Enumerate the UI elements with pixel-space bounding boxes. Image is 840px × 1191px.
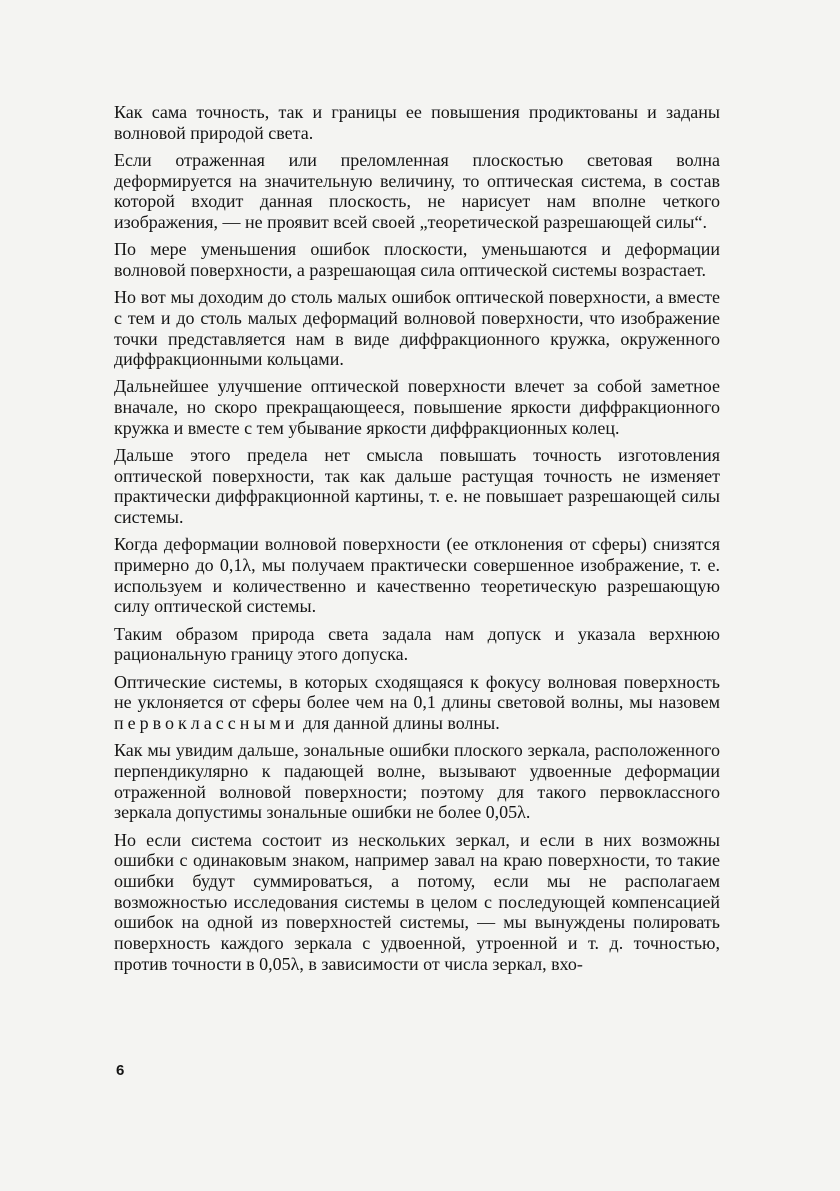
paragraph-1: Как сама точность, так и границы ее повышения продиктованы и заданы волновой природой света. xyxy=(114,102,720,143)
paragraph-9-after: для данной длины волны. xyxy=(298,712,500,733)
paragraph-10: Как мы увидим дальше, зональные ошибки плоского зеркала, расположенного перпендикулярно к падающей волне, вызывают удвоенные деформации отраженной волновой поверхности; поэтому для такого первоклассного зеркала допустимы зональные ошибки не более 0,05λ. xyxy=(114,740,720,823)
paragraph-6: Дальше этого предела нет смысла повышать точность изготовления оптической поверхности, так как дальше растущая точность не изменяет практически диффракционной картины, т. е. не повышает разрешающей силы системы. xyxy=(114,445,720,528)
paragraph-7: Когда деформации волновой поверхности (ее отклонения от сферы) снизятся примерно до 0,1λ, мы получаем практически совершенное изображение, т. е. используем и количественно и качественно теоретическую разрешающую силу оптической системы. xyxy=(114,534,720,617)
page-text xyxy=(114,102,720,981)
paragraph-9 xyxy=(114,672,720,734)
paragraph-5: Дальнейшее улучшение оптической поверхности влечет за собой заметное вначале, но скоро прекращающееся, повышение яркости диффракционного кружка и вместе с тем убывание яркости диффракционных колец. xyxy=(114,376,720,438)
paragraph-9-before: Оптические системы, в которых сходящаяся к фокусу волновая поверхность не уклоняется от сферы более чем на 0,1 длины световой волны, мы назовем xyxy=(114,671,720,713)
paragraph-11: Но если система состоит из нескольких зеркал, и если в них возможны ошибки с одинаковым знаком, например завал на краю поверхности, то такие ошибки будут суммироваться, а потому, если мы не располагаем возможностью исследования системы в целом с последующей компенсацией ошибок на одной из поверхностей системы, — мы вынуждены полировать поверхность каждого зеркала с удвоенной, утроенной и т. д. точностью, против точности в 0,05λ, в зависимости от числа зеркал, вхо- xyxy=(114,829,720,974)
paragraph-4: Но вот мы доходим до столь малых ошибок оптической поверхности, а вместе с тем и до столь малых деформаций волновой поверхности, что изображение точки представляется нам в виде диффракционного кружка, окруженного диффракционными кольцами. xyxy=(114,287,720,370)
paragraph-2: Если отраженная или преломленная плоскостью световая волна деформируется на значительную величину, то оптическая система, в состав которой входит данная плоскость, не нарисует нам вполне четкого изображения, — не проявит всей своей „теоретической разрешающей силы“. xyxy=(114,149,720,233)
page-number: 6 xyxy=(116,1062,125,1079)
paragraph-8: Таким образом природа света задала нам допуск и указала верхнюю рациональную границу этого допуска. xyxy=(114,623,720,665)
emphasis-first-class: первоклассными xyxy=(114,712,299,733)
paragraph-3: По мере уменьшения ошибок плоскости, уменьшаются и деформации волновой поверхности, а разрешающая сила оптической системы возрастает. xyxy=(114,239,720,280)
